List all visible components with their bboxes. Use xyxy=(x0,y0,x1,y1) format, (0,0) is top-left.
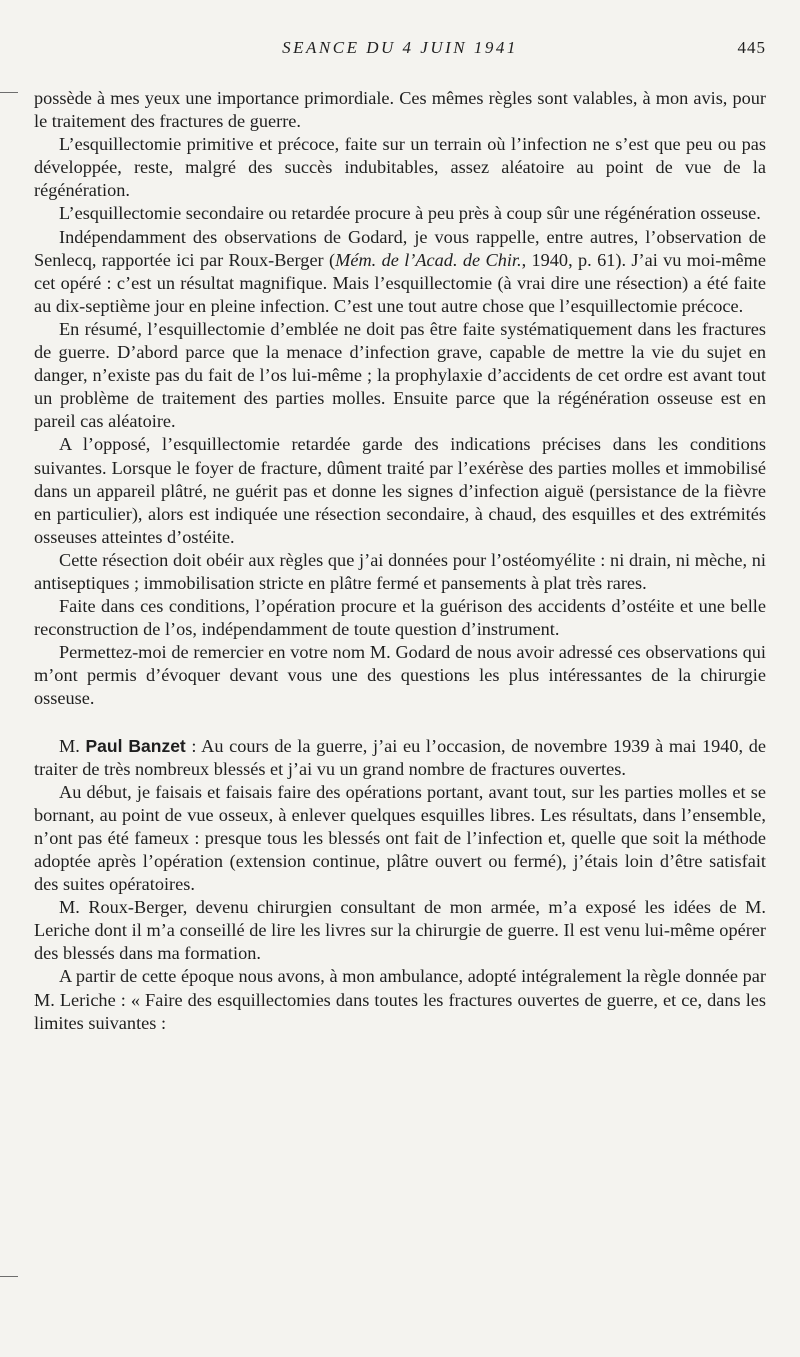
paragraph: possède à mes yeux une importance primordiale. Ces mêmes règles sont valables, à mon avis, pour le traitement des fractures de guerre. xyxy=(34,88,766,132)
text-span: M. xyxy=(59,735,86,756)
paragraph: Au début, je faisais et faisais faire des opérations portant, avant tout, sur les parties molles et se bornant, au point de vue osseux, à enlever quelques esquilles libres. Les résultats, dans l’ensemble, n’ont pas été fameux : presque tous les blessés ont fait de l’infection et, quelle que soit la méthode adoptée après l’opération (extension continue, plâtre ouvert ou fermé), j’étais loin d’être satisfait des suites opératoires. xyxy=(34,781,766,895)
margin-mark xyxy=(0,92,18,93)
paragraph: L’esquillectomie secondaire ou retardée procure à peu près à coup sûr une régénération osseuse. xyxy=(59,203,761,224)
paragraph xyxy=(34,226,766,318)
speaker-name: Paul Banzet xyxy=(85,735,186,756)
text-span: , 1940, p. 61). J’ai vu moi-même cet opéré : c’est un résultat magnifique. Mais l’esquillectomie (à vrai dire une résection) a été faite au dix-septième jour en pleine infection. C’est une tout autre chose que l’esquillectomie précoce. xyxy=(34,249,767,316)
page-header xyxy=(0,34,800,64)
paragraph: En résumé, l’esquillectomie d’emblée ne doit pas être faite systématiquement dans les fractures de guerre. D’abord parce que la menace d’infection grave, capable de mettre la vie du sujet en danger, n’existe pas du fait de l’os lui-même ; la prophylaxie d’accidents de cet ordre est avant tout un problème de traitement des parties molles. Ensuite parce que la régénération osseuse est en pareil cas aléatoire. xyxy=(34,318,766,432)
journal-citation: Mém. de l’Acad. de Chir. xyxy=(335,249,522,270)
paragraph: A partir de cette époque nous avons, à mon ambulance, adopté intégralement la règle donnée par M. Leriche : « Faire des esquillectomies dans toutes les fractures ouvertes de guerre, et ce, dans les limites suivantes : xyxy=(34,966,766,1033)
text-span: : Au cours de la guerre, j’ai eu l’occasion, de novembre 1939 à mai 1940, de traiter de très nombreux blessés et j’ai vu un grand nombre de fractures ouvertes. xyxy=(34,735,766,779)
text-span: Indépendamment des observations de Godard, je vous rappelle, entre autres, l’observation de Senlecq, rapportée ici par Roux-Berger ( xyxy=(34,226,766,270)
paragraph xyxy=(34,735,766,781)
paragraph: A l’opposé, l’esquillectomie retardée garde des indications précises dans les conditions suivantes. Lorsque le foyer de fracture, dûment traité par l’exérèse des parties molles et immobilisé dans un appareil plâtré, ne guérit pas et donne les signes d’infection aiguë (persistance de la fièvre en particulier), alors est indiquée une résection secondaire, à chaud, des esquilles et des extrémités osseuses atteintes d’ostéite. xyxy=(34,434,766,547)
body-text xyxy=(34,87,766,1035)
paragraph: L’esquillectomie primitive et précoce, faite sur un terrain où l’infection ne s’est que peu ou pas développée, reste, malgré des succès indubitables, assez aléatoire au point de vue de la régénération. xyxy=(34,134,766,201)
paragraph: Faite dans ces conditions, l’opération procure et la guérison des accidents d’ostéite et une belle reconstruction de l’os, indépendamment de toute question d’instrument. xyxy=(34,596,766,640)
paragraph: M. Roux-Berger, devenu chirurgien consultant de mon armée, m’a exposé les idées de M. Leriche dont il m’a conseillé de lire les livres sur la chirurgie de guerre. Il est venu lui-même opérer des blessés dans ma formation. xyxy=(34,897,766,964)
running-head: SEANCE DU 4 JUIN 1941 xyxy=(282,38,518,57)
paragraph: Permettez-moi de remercier en votre nom M. Godard de nous avoir adressé ces observations qui m’ont permis d’évoquer devant vous une des questions les plus intéressantes de la chirurgie osseuse. xyxy=(34,642,766,709)
page-number: 445 xyxy=(737,38,766,57)
paragraph: Cette résection doit obéir aux règles que j’ai données pour l’ostéomyélite : ni drain, ni mèche, ni antiseptiques ; immobilisation stricte en plâtre fermé et pansements à plat très rares. xyxy=(34,549,766,593)
margin-mark xyxy=(0,1276,18,1277)
